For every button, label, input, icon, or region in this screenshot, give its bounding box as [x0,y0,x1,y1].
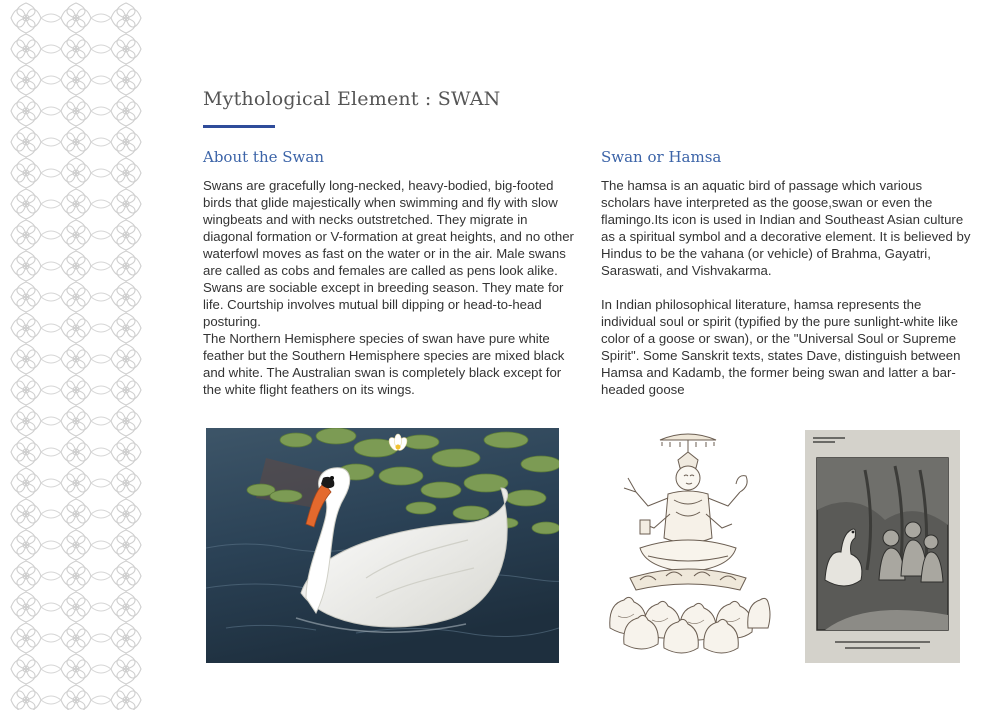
lattice-link [41,107,61,115]
about-swan-text [203,177,575,398]
lattice-link [41,634,61,642]
lattice-motif [111,592,141,622]
lattice-motif [11,530,41,560]
lattice-motif [61,375,91,405]
lattice-motif [11,561,41,591]
lattice-motif [11,654,41,684]
lattice-link [41,510,61,518]
lattice-motif [61,313,91,343]
about-swan-paragraph: The Northern Hemisphere species of swan have pure white feather but the Southern Hemisphere species are mixed black and white. The Australian swan is completely black except for the white flight feathers on its wings. [203,331,565,397]
hamsa-paragraph: The hamsa is an aquatic bird of passage which various scholars have interpreted as the goose,swan or even the flamingo.Its icon is used in Indian and Southeast Asian culture as a spiritual symbol and a decorative element. It is believed by Hindus to be the vahana (or vehicle) of Brahma, Gayatri, Saraswati, and Vishvakarma. [601,178,971,278]
lattice-motif [61,530,91,560]
lattice-link [91,510,111,518]
lattice-motif [61,251,91,281]
lattice-motif [11,189,41,219]
lattice-link [91,293,111,301]
lattice-motif [61,282,91,312]
about-swan-paragraph: Swans are gracefully long-necked, heavy-bodied, big-footed birds that glide majestically when swimming and fly with slow wingbeats and with necks outstretched. They migrate in diagonal formation or V-formation at great heights, and no other waterfowl moves as fast on the water or in the air. Male swans are called as cobs and females are called as pens look alike. [203,178,574,278]
lattice-motif [61,96,91,126]
lattice-motif [111,65,141,95]
lattice-motif [11,220,41,250]
lattice-link [91,541,111,549]
lattice-link [41,696,61,704]
lattice-link [91,231,111,239]
lattice-motif [111,344,141,374]
lattice-motif [61,34,91,64]
lattice-motif [11,34,41,64]
lattice-link [41,541,61,549]
lattice-motif [111,623,141,653]
lattice-motif [11,623,41,653]
lattice-link [91,386,111,394]
lattice-motif [11,3,41,33]
lattice-motif [11,344,41,374]
lattice-link [41,231,61,239]
lattice-motif [111,3,141,33]
lattice-motif [61,592,91,622]
decorative-lattice-pattern [0,0,150,710]
paragraph-spacer [601,279,971,296]
lattice-motif [111,96,141,126]
lattice-motif [11,685,41,710]
lattice-motif [61,561,91,591]
lattice-motif [61,127,91,157]
lattice-link [91,603,111,611]
lattice-motif [111,34,141,64]
lattice-motif [111,654,141,684]
lattice-link [91,572,111,580]
lattice-motif [61,437,91,467]
lattice-motif [111,530,141,560]
lattice-motif [111,406,141,436]
lattice-link [41,14,61,22]
swan-or-hamsa-heading: Swan or Hamsa [601,148,722,166]
lattice-link [91,107,111,115]
lattice-motif [61,406,91,436]
lattice-link [91,665,111,673]
lattice-link [41,665,61,673]
lattice-link [41,572,61,580]
saraswati-drawing [600,428,772,662]
lattice-motif [61,685,91,710]
lattice-motif [61,623,91,653]
lattice-link [41,138,61,146]
lattice-motif [11,437,41,467]
lattice-link [41,200,61,208]
lattice-link [41,262,61,270]
lattice-link [41,324,61,332]
lattice-motif [11,65,41,95]
about-swan-paragraph: Swans are sociable except in breeding season. They mate for life. Courtship involves mutual bill dipping or head-to-head posturing. [203,280,564,329]
lattice-link [91,324,111,332]
lattice-link [41,76,61,84]
lattice-link [41,45,61,53]
lattice-motif [111,685,141,710]
hamsa-paragraph: In Indian philosophical literature, hamsa represents the individual soul or spirit (typified by the pure sunlight-white like color of a goose or swan), or the "Universal Soul or Supreme Spirit". Some Sanskrit texts, states Dave, distinguish between Hamsa and Kadamb, the former being swan and latter a bar-headed goose [601,297,961,397]
lattice-motif [61,344,91,374]
lattice-motif [11,158,41,188]
lattice-link [41,417,61,425]
lattice-link [91,634,111,642]
lattice-link [91,417,111,425]
lattice-motif [111,375,141,405]
lattice-motif [111,313,141,343]
lattice-motif [11,127,41,157]
lattice-motif [111,189,141,219]
lattice-motif [61,468,91,498]
lattice-link [91,169,111,177]
lattice-motif [111,561,141,591]
lattice-link [41,386,61,394]
lattice-motif [11,251,41,281]
lattice-link [41,603,61,611]
swan-photo [206,428,559,663]
lattice-motif [111,282,141,312]
lattice-link [91,138,111,146]
lattice-link [91,355,111,363]
lattice-link [91,262,111,270]
lattice-link [91,200,111,208]
lattice-motif [11,96,41,126]
title-underline [203,125,275,128]
lattice-motif [11,468,41,498]
lattice-motif [11,499,41,529]
lattice-motif [11,282,41,312]
lattice-motif [111,468,141,498]
lattice-motif [111,220,141,250]
lattice-link [41,169,61,177]
lattice-motif [61,189,91,219]
lattice-link [91,479,111,487]
swan-or-hamsa-text [601,177,971,398]
lattice-motif [111,127,141,157]
lattice-motif [61,220,91,250]
lattice-motif [111,499,141,529]
lattice-link [91,14,111,22]
lattice-link [91,76,111,84]
lattice-motif [61,65,91,95]
lattice-motif [61,158,91,188]
lattice-motif [61,654,91,684]
lattice-motif [111,251,141,281]
lattice-motif [11,375,41,405]
hamsa-print-illustration [805,430,960,663]
lattice-link [91,45,111,53]
lattice-motif [111,158,141,188]
lattice-motif [11,592,41,622]
lattice-link [41,448,61,456]
lattice-motif [61,3,91,33]
lattice-motif [111,437,141,467]
lattice-link [91,448,111,456]
lattice-link [41,293,61,301]
lattice-link [91,696,111,704]
lattice-link [41,479,61,487]
page-title: Mythological Element : SWAN [203,88,501,110]
lattice-motif [61,499,91,529]
about-swan-heading: About the Swan [203,148,324,166]
lattice-link [41,355,61,363]
lattice-motif [11,313,41,343]
lattice-motif [11,406,41,436]
